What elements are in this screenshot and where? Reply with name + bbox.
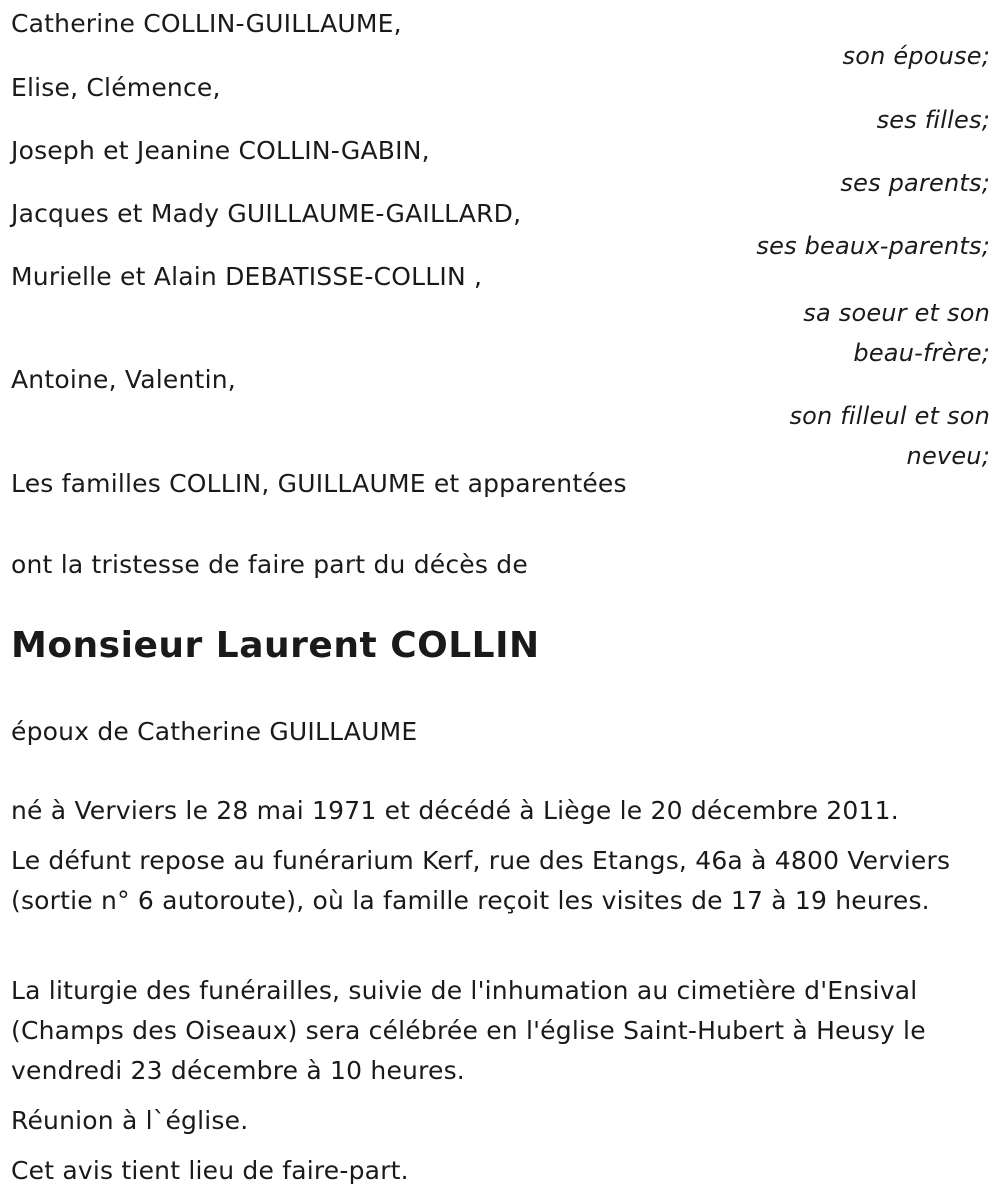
announcement-line: ont la tristesse de faire part du décès de	[11, 550, 528, 579]
family-entry-parents	[11, 135, 990, 199]
family-relation: ses beaux-parents;	[756, 232, 990, 260]
meeting-line: Réunion à l`église.	[11, 1106, 249, 1135]
family-entry-sister	[11, 261, 990, 373]
family-entry-parents-in-law	[11, 198, 990, 262]
birth-death-line: né à Verviers le 28 mai 1971 et décédé à Liège le 20 décembre 2011.	[11, 796, 899, 825]
family-entry-spouse	[11, 8, 990, 72]
spouse-line: époux de Catherine GUILLAUME	[11, 717, 418, 746]
deceased-name: Monsieur Laurent COLLIN	[11, 625, 540, 666]
family-relation: son filleul et son neveu;	[789, 402, 990, 470]
family-entry-daughters	[11, 72, 990, 136]
family-name: Jacques et Mady GUILLAUME-GAILLARD,	[11, 199, 522, 228]
families-line: Les familles COLLIN, GUILLAUME et apparentées	[11, 469, 627, 498]
family-name: Antoine, Valentin,	[11, 365, 236, 394]
family-entry-godson	[11, 364, 990, 476]
liturgy-paragraph: La liturgie des funérailles, suivie de l'inhumation au cimetière d'Ensival (Champs des Oiseaux) sera célébrée en l'église Saint-Hubert à Heusy le vendredi 23 décembre à 10 heures.	[11, 976, 926, 1085]
family-relation: ses filles;	[876, 106, 990, 134]
family-name: Murielle et Alain DEBATISSE-COLLIN ,	[11, 262, 483, 291]
family-relation: sa soeur et son beau-frère;	[803, 299, 990, 367]
family-name: Joseph et Jeanine COLLIN-GABIN,	[11, 136, 430, 165]
funerarium-paragraph: Le défunt repose au funérarium Kerf, rue des Etangs, 46a à 4800 Verviers (sortie n° 6 autoroute), où la famille reçoit les visites de 17 à 19 heures.	[11, 846, 951, 915]
family-relation: ses parents;	[840, 169, 990, 197]
family-relation: son épouse;	[842, 42, 990, 70]
family-name: Catherine COLLIN-GUILLAUME,	[11, 9, 402, 38]
family-name: Elise, Clémence,	[11, 73, 221, 102]
notice-line: Cet avis tient lieu de faire-part.	[11, 1156, 409, 1185]
